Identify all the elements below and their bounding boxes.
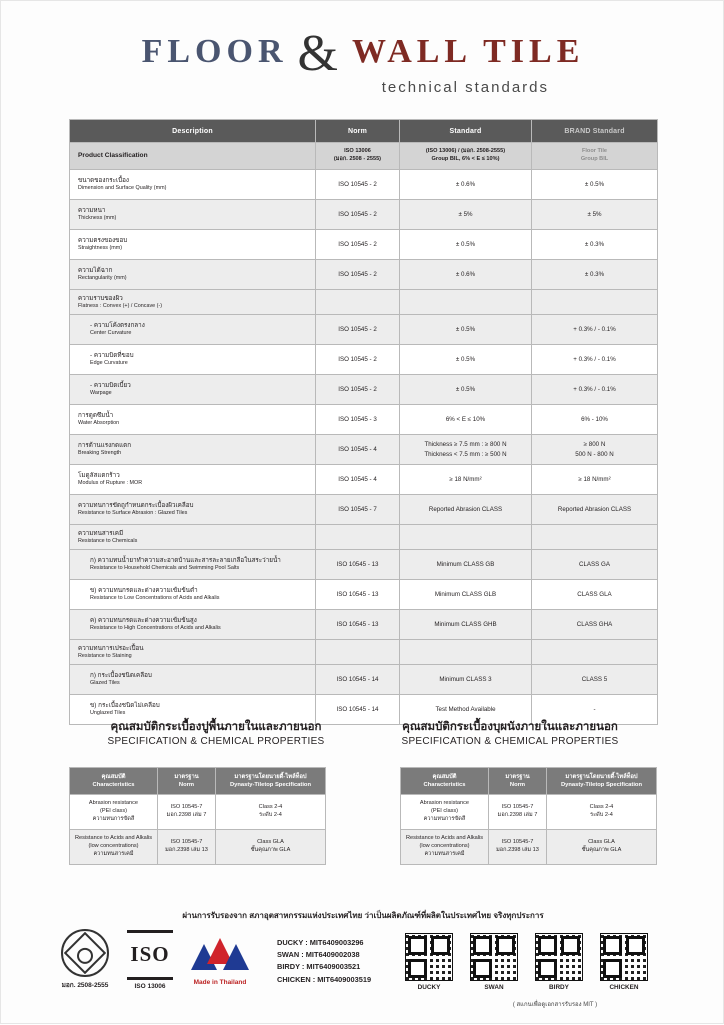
floor-specification-table	[69, 767, 326, 865]
row-norm: ISO 10545 - 13	[316, 610, 400, 640]
spec-characteristic-line: Resistance to Acids and Alkalis	[405, 835, 484, 842]
row-description	[70, 665, 316, 695]
row-description	[70, 290, 316, 315]
row-standard: Minimum CLASS GB	[400, 550, 532, 580]
spec-characteristic-cell	[401, 830, 489, 865]
row-standard: ≥ 18 N/mm²	[400, 465, 532, 495]
spec-table-row	[401, 795, 657, 830]
spec-characteristic-line: ความทนการขัดสี	[92, 815, 135, 822]
row-description	[70, 465, 316, 495]
standard-line-2: Group BIL, 6% < E ≤ 10%)	[431, 156, 500, 162]
product-classification-label: Product Classification	[70, 143, 316, 170]
qr-code-item[interactable]	[405, 933, 453, 991]
spec-norm-cell	[158, 830, 216, 865]
logo-wall-tile-text: WALL TILE	[351, 32, 585, 70]
spec-value-cell	[547, 795, 657, 830]
mit-code-item: SWAN : MIT6409002038	[277, 950, 360, 960]
table-row	[70, 345, 658, 375]
row-description-en: Resistance to Chemicals	[78, 537, 138, 544]
row-description-en: Flatness : Convex (+) / Concave (-)	[78, 302, 163, 309]
row-norm	[316, 640, 400, 665]
product-classification-norm	[316, 143, 400, 170]
row-norm: ISO 10545 - 2	[316, 170, 400, 200]
row-standard: ± 0.5%	[400, 230, 532, 260]
logo-subtitle: technical standards	[381, 78, 549, 96]
spec-table-header-row	[70, 768, 326, 795]
row-description-th: ความตรงของขอบ	[78, 237, 128, 245]
row-standard	[400, 290, 532, 315]
made-in-thailand-badge	[191, 934, 249, 986]
row-description	[70, 170, 316, 200]
table-row	[70, 230, 658, 260]
row-description-th: - ความบิดที่ขอบ	[90, 352, 134, 360]
spec-table-header-row	[401, 768, 657, 795]
row-description-th: ความได้ฉาก	[78, 267, 113, 275]
row-brand-standard	[532, 290, 658, 315]
row-description	[70, 435, 316, 465]
table-row	[70, 170, 658, 200]
row-description-en: Glazed Tiles	[90, 680, 120, 687]
row-description	[70, 640, 316, 665]
row-brand-standard: ≥ 18 N/mm²	[532, 465, 658, 495]
wall-specification-table	[400, 767, 657, 865]
table-row	[70, 495, 658, 525]
tis-mark-badge	[61, 929, 109, 990]
spec-value-line: ชั้นคุณภาพ GLA	[581, 847, 622, 853]
row-description	[70, 230, 316, 260]
header-brand-standard: BRAND Standard	[532, 120, 658, 143]
spec-characteristic-line: (PEI class)	[430, 808, 459, 815]
spec-header-cell	[547, 768, 657, 795]
row-description-en: Dimension and Surface Quality (mm)	[78, 185, 167, 192]
row-description	[70, 345, 316, 375]
row-brand-standard	[532, 435, 658, 465]
row-description-th: ความทนการเปรอะเปื้อน	[78, 644, 144, 652]
table-row	[70, 640, 658, 665]
spec-characteristic-line: Abrasion resistance	[88, 800, 139, 807]
qr-code-icon[interactable]	[600, 933, 648, 981]
spec-header-cell	[158, 768, 216, 795]
table-subheader-row	[70, 143, 658, 170]
made-in-thailand-icon	[191, 934, 249, 976]
spec-header-th: มาตรฐานโดยนายดี้-ไทล์ท็อป	[234, 773, 307, 780]
table-header-row	[70, 120, 658, 143]
spec-norm-line: ISO 10545-7	[501, 804, 534, 811]
row-description-th: ความทนสารเคมี	[78, 529, 124, 537]
row-description-th: ค) ความทนกรดและด่างความเข้มข้นสูง	[90, 617, 197, 625]
row-description-en: Resistance to High Concentrations of Acids and Alkalis	[90, 625, 221, 632]
spec-header-en: Dynasty-Tiletop Specification	[229, 782, 312, 788]
row-description	[70, 200, 316, 230]
row-description-en: Modulus of Rupture : MOR	[78, 480, 143, 487]
row-standard-line-2: Thickness < 7.5 mm : ≥ 500 N	[424, 450, 507, 458]
qr-code-item[interactable]	[600, 933, 648, 991]
row-brand-standard: ± 0.5%	[532, 170, 658, 200]
row-norm: ISO 10545 - 7	[316, 495, 400, 525]
spec-characteristic-line: ความทนสารเคมี	[424, 850, 465, 857]
row-standard-line-1: Thickness ≥ 7.5 mm : ≥ 800 N	[424, 441, 507, 449]
spec-header-en: Characteristics	[92, 782, 135, 788]
qr-code-icon[interactable]	[470, 933, 518, 981]
row-description-th: - ความบิดเบี้ยว	[90, 382, 131, 390]
row-description-en: Unglazed Tiles	[90, 710, 126, 717]
header-norm: Norm	[316, 120, 400, 143]
row-description	[70, 550, 316, 580]
row-norm: ISO 10545 - 2	[316, 375, 400, 405]
row-description-en: Straightness (mm)	[78, 245, 123, 252]
row-description-en: Warpage	[90, 390, 112, 397]
spec-characteristic-cell	[70, 830, 158, 865]
row-brand-standard: + 0.3% / - 0.1%	[532, 375, 658, 405]
spec-table-row	[70, 830, 326, 865]
row-brand-standard: ± 5%	[532, 200, 658, 230]
row-description-th: ก) กระเบื้องชนิดเคลือบ	[90, 672, 152, 680]
technical-standards-table	[69, 119, 658, 725]
spec-norm-cell	[489, 795, 547, 830]
row-norm: ISO 10545 - 13	[316, 550, 400, 580]
row-standard: ± 5%	[400, 200, 532, 230]
row-norm: ISO 10545 - 2	[316, 315, 400, 345]
row-description	[70, 610, 316, 640]
row-norm: ISO 10545 - 2	[316, 200, 400, 230]
logo-text-line	[1, 25, 724, 82]
footer-badges	[61, 929, 249, 990]
spec-norm-line: ISO 10545-7	[170, 839, 203, 846]
row-brand-standard: ± 0.3%	[532, 260, 658, 290]
spec-value-cell	[547, 830, 657, 865]
row-standard: ± 0.6%	[400, 260, 532, 290]
qr-code-label: SWAN	[484, 984, 504, 991]
row-description-en: Edge Curvature	[90, 360, 128, 367]
spec-table-row	[70, 795, 326, 830]
spec-header-th: คุณสมบัติ	[432, 773, 457, 780]
row-brand-standard: CLASS GLA	[532, 580, 658, 610]
row-standard: Test Method Available	[400, 695, 532, 725]
qr-code-label: CHICKEN	[609, 984, 639, 991]
spec-header-cell	[70, 768, 158, 795]
specification-tables	[69, 767, 657, 865]
row-description	[70, 580, 316, 610]
row-norm: ISO 10545 - 4	[316, 465, 400, 495]
row-brand-line-1: ≥ 800 N	[583, 441, 606, 449]
section-title-floor	[69, 719, 363, 747]
logo-ampersand: &	[297, 25, 342, 82]
row-description	[70, 525, 316, 550]
footer	[1, 909, 724, 1025]
spec-header-cell	[216, 768, 326, 795]
qr-code-row	[405, 933, 648, 991]
row-description-en: Breaking Strength	[78, 450, 122, 457]
spec-characteristic-cell	[401, 795, 489, 830]
standard-line-1: (ISO 13006) / (มอก. 2508-2555)	[425, 148, 506, 155]
product-classification-standard	[400, 143, 532, 170]
row-description-th: ก) ความทนน้ำยาทำความสะอาดบ้านและสารละลายเกลือในสระว่ายน้ำ	[90, 557, 281, 565]
qr-code-item[interactable]	[535, 933, 583, 991]
row-norm: ISO 10545 - 14	[316, 665, 400, 695]
row-standard: Minimum CLASS GLB	[400, 580, 532, 610]
row-standard: ± 0.6%	[400, 170, 532, 200]
table-row	[70, 580, 658, 610]
row-norm: ISO 10545 - 13	[316, 580, 400, 610]
spec-header-th: มาตรฐาน	[505, 773, 530, 780]
row-standard: Minimum CLASS 3	[400, 665, 532, 695]
table-row	[70, 260, 658, 290]
qr-code-icon[interactable]	[535, 933, 583, 981]
mit-code-item: CHICKEN : MIT6409003519	[277, 974, 372, 984]
row-brand-standard	[532, 640, 658, 665]
section-wall-title-en: SPECIFICATION & CHEMICAL PROPERTIES	[401, 736, 619, 748]
footer-certification-note: ผ่านการรับรองจาก สภาอุตสาหกรรมแห่งประเทศไทย ว่าเป็นผลิตภัณฑ์ที่ผลิตในประเทศไทย จริงทุกประการ	[182, 911, 544, 920]
row-standard: ± 0.5%	[400, 345, 532, 375]
spec-header-en: Characteristics	[423, 782, 466, 788]
spec-value-line: Class 2-4	[589, 804, 614, 811]
row-norm: ISO 10545 - 4	[316, 435, 400, 465]
row-standard: ± 0.5%	[400, 315, 532, 345]
row-description-en: Center Curvature	[90, 330, 132, 337]
row-brand-standard: 6% - 10%	[532, 405, 658, 435]
table-row	[70, 375, 658, 405]
spec-norm-line: มอก.2398 เล่ม 13	[496, 847, 539, 853]
row-description	[70, 495, 316, 525]
row-description-th: การต้านแรงกดแตก	[78, 442, 132, 450]
spec-norm-line: ISO 10545-7	[501, 839, 534, 846]
spec-header-cell	[401, 768, 489, 795]
row-standard: ± 0.5%	[400, 375, 532, 405]
section-floor-title-th: คุณสมบัติกระเบื้องปูพื้นภายในและภายนอก	[110, 721, 322, 733]
row-description-th: ขนาดของกระเบื้อง	[78, 177, 129, 185]
row-description-th: - ความโค้งตรงกลาง	[90, 322, 145, 330]
spec-norm-line: มอก.2398 เล่ม 13	[165, 847, 208, 853]
qr-scan-note: ( สแกนเพื่อดูเอกสารรับรอง MIT )	[512, 1002, 598, 1008]
section-floor-title-en: SPECIFICATION & CHEMICAL PROPERTIES	[107, 736, 325, 748]
row-description-th: ความทนการขัดถูกำหนดกระเบื้องผิวเคลือบ	[78, 502, 194, 510]
row-description-th: โมดูลัสแตกร้าว	[78, 472, 120, 480]
row-brand-line-2: 500 N - 800 N	[575, 450, 614, 458]
row-brand-standard: CLASS GHA	[532, 610, 658, 640]
spec-value-cell	[216, 830, 326, 865]
row-brand-standard: + 0.3% / - 0.1%	[532, 345, 658, 375]
norm-line-1: ISO 13006	[344, 148, 371, 155]
mit-code-item: BIRDY : MIT6409003521	[277, 962, 361, 972]
section-wall-title-th: คุณสมบัติกระเบื้องบุผนังภายในและภายนอก	[402, 721, 618, 733]
qr-code-icon[interactable]	[405, 933, 453, 981]
qr-code-item[interactable]	[470, 933, 518, 991]
row-description-en: Resistance to Surface Abrasion : Glazed Tiles	[78, 510, 188, 517]
row-description-th: ข) กระเบื้องชนิดไม่เคลือบ	[90, 702, 160, 710]
spec-header-cell	[489, 768, 547, 795]
spec-header-en: Dynasty-Tiletop Specification	[560, 782, 643, 788]
spec-header-th: คุณสมบัติ	[101, 773, 126, 780]
mit-code-item: DUCKY : MIT6409003296	[277, 938, 364, 947]
spec-characteristic-line: Abrasion resistance	[419, 800, 470, 807]
spec-characteristic-line: (low concentrations)	[88, 843, 139, 850]
spec-header-th: มาตรฐานโดยนายดี้-ไทล์ท็อป	[565, 773, 638, 780]
row-description-en: Water Absorption	[78, 420, 120, 427]
table-row	[70, 435, 658, 465]
brand-line-2: Group BIL	[580, 156, 609, 162]
spec-table-row	[401, 830, 657, 865]
row-description	[70, 375, 316, 405]
tis-mark-icon	[61, 929, 109, 977]
table-row	[70, 405, 658, 435]
row-brand-standard: CLASS GA	[532, 550, 658, 580]
spec-value-line: Class GLA	[588, 839, 615, 846]
header-standard: Standard	[400, 120, 532, 143]
product-classification-brand	[532, 143, 658, 170]
spec-value-line: Class 2-4	[258, 804, 283, 811]
row-norm	[316, 525, 400, 550]
row-description-en: Thickness (mm)	[78, 215, 117, 222]
row-norm: ISO 10545 - 2	[316, 260, 400, 290]
iso-badge	[127, 930, 173, 990]
section-title-wall	[363, 719, 657, 747]
spec-norm-line: มอก.2398 เล่ม 7	[166, 812, 207, 818]
row-brand-standard	[532, 525, 658, 550]
row-norm: ISO 10545 - 3	[316, 405, 400, 435]
spec-characteristic-line: ความทนสารเคมี	[93, 850, 134, 857]
tis-mark-label: มอก. 2508-2555	[61, 982, 109, 989]
row-brand-standard: Reported Abrasion CLASS	[532, 495, 658, 525]
row-description-th: ความหนา	[78, 207, 106, 215]
row-description-th: ความราบของผิว	[78, 294, 123, 302]
row-description-en: Rectangularity (mm)	[78, 275, 127, 282]
row-standard	[400, 525, 532, 550]
mit-code-list	[277, 937, 371, 986]
row-standard	[400, 640, 532, 665]
spec-characteristic-line: Resistance to Acids and Alkalis	[74, 835, 153, 842]
norm-line-2: (มอก. 2508 - 2555)	[333, 156, 382, 162]
spec-norm-cell	[158, 795, 216, 830]
row-standard: Reported Abrasion CLASS	[400, 495, 532, 525]
table-row	[70, 315, 658, 345]
row-description-en: Resistance to Low Concentrations of Acids and Alkalis	[90, 595, 220, 602]
row-description-en: Resistance to Staining	[78, 652, 132, 659]
row-brand-standard: -	[532, 695, 658, 725]
qr-code-label: DUCKY	[417, 984, 441, 991]
table-row	[70, 610, 658, 640]
brand-line-1: Floor Tile	[581, 148, 608, 155]
spec-value-line: ชั้นคุณภาพ GLA	[250, 847, 291, 853]
row-standard	[400, 435, 532, 465]
iso-icon: ISO	[127, 930, 173, 980]
spec-value-line: ระดับ 2-4	[259, 812, 282, 818]
row-norm: ISO 10545 - 2	[316, 345, 400, 375]
header-logo	[1, 1, 724, 101]
table-row	[70, 465, 658, 495]
spec-characteristic-line: ความทนการขัดสี	[423, 815, 466, 822]
row-description	[70, 405, 316, 435]
row-description	[70, 260, 316, 290]
spec-characteristic-line: (low concentrations)	[419, 843, 470, 850]
spec-norm-line: มอก.2398 เล่ม 7	[497, 812, 538, 818]
table-row	[70, 290, 658, 315]
spec-norm-cell	[489, 830, 547, 865]
section-titles	[69, 719, 657, 747]
row-brand-standard: + 0.3% / - 0.1%	[532, 315, 658, 345]
spec-characteristic-cell	[70, 795, 158, 830]
row-description-th: ข) ความทนกรดและด่างความเข้มข้นต่ำ	[90, 587, 198, 595]
row-description	[70, 315, 316, 345]
spec-characteristic-line: (PEI class)	[99, 808, 128, 815]
spec-value-line: Class GLA	[257, 839, 284, 846]
qr-code-label: BIRDY	[549, 984, 569, 991]
spec-norm-line: ISO 10545-7	[170, 804, 203, 811]
row-norm	[316, 290, 400, 315]
row-brand-standard: CLASS 5	[532, 665, 658, 695]
row-norm: ISO 10545 - 2	[316, 230, 400, 260]
spec-header-en: Norm	[509, 782, 526, 788]
row-standard: 6% < E ≤ 10%	[400, 405, 532, 435]
row-description-en: Resistance to Household Chemicals and Swimming Pool Salts	[90, 565, 240, 572]
row-brand-standard: ± 0.3%	[532, 230, 658, 260]
table-row	[70, 665, 658, 695]
spec-header-en: Norm	[178, 782, 195, 788]
spec-header-th: มาตรฐาน	[174, 773, 199, 780]
spec-value-cell	[216, 795, 326, 830]
spec-value-line: ระดับ 2-4	[590, 812, 613, 818]
table-row	[70, 550, 658, 580]
logo-floor-text: FLOOR	[141, 32, 288, 70]
row-norm: ISO 10545 - 14	[316, 695, 400, 725]
row-standard: Minimum CLASS GHB	[400, 610, 532, 640]
table-row	[70, 525, 658, 550]
iso-label: ISO 13006	[134, 982, 166, 990]
row-description-th: การดูดซึมน้ำ	[78, 412, 114, 420]
header-description: Description	[70, 120, 316, 143]
made-in-thailand-label: Made in Thailand	[193, 978, 247, 986]
table-row	[70, 200, 658, 230]
